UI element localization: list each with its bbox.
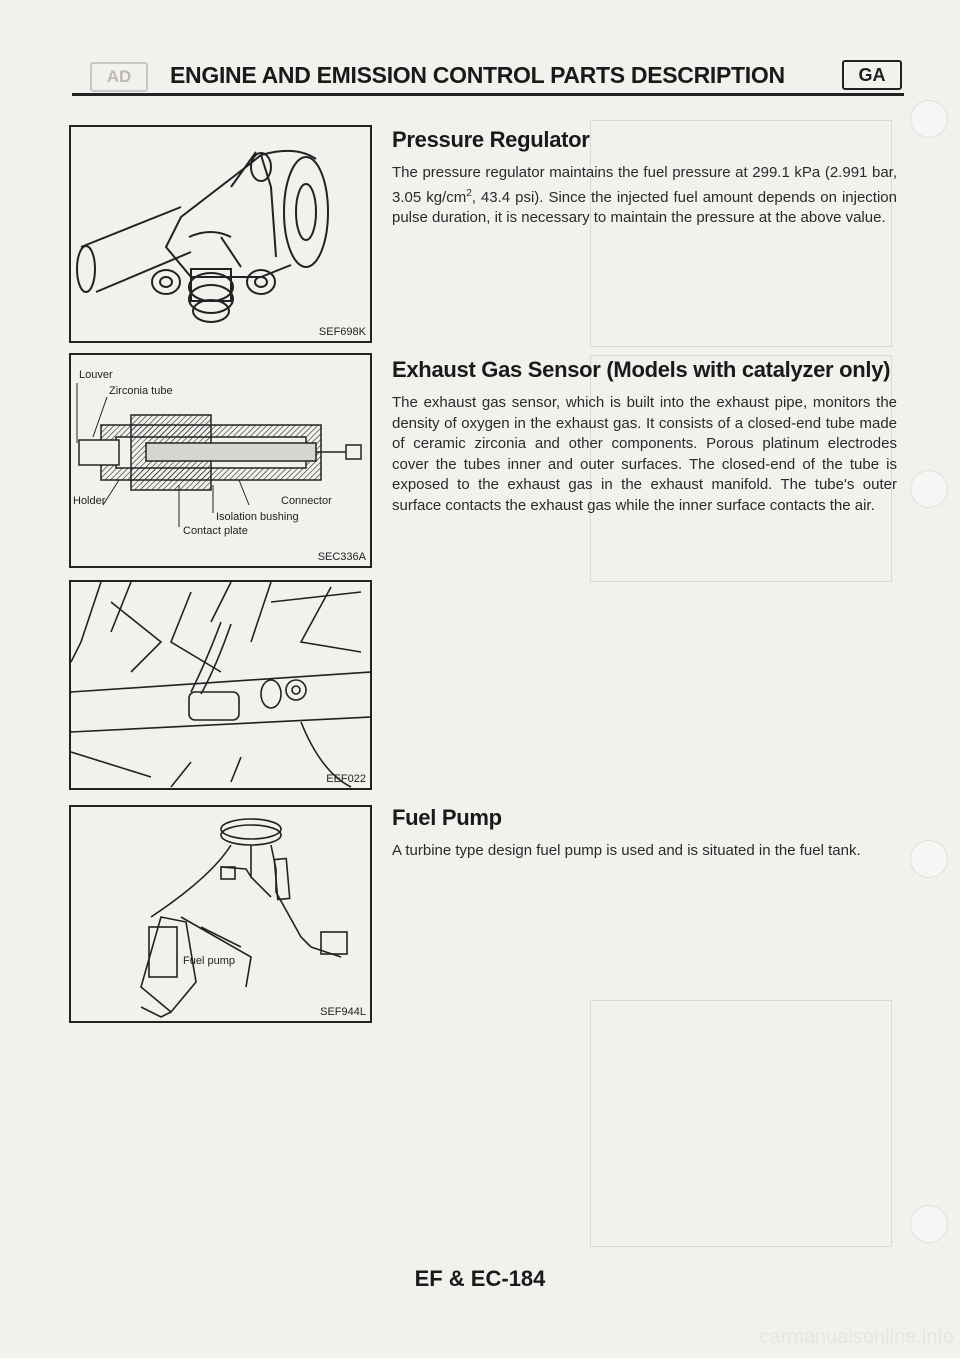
pressure-regulator-illustration [71, 127, 372, 343]
page-number: EF & EC-184 [414, 1266, 546, 1291]
label-connector: Connector [281, 495, 332, 507]
label-isolation-bushing: Isolation bushing [216, 511, 299, 523]
label-fuel-pump: Fuel pump [183, 955, 235, 967]
punch-hole-1 [910, 100, 948, 138]
heading-pressure-regulator: Pressure Regulator [392, 127, 590, 152]
figure-fuel-pump [69, 805, 372, 1023]
punch-hole-4 [910, 1205, 948, 1243]
section-tab-left: AD [90, 62, 148, 92]
heading-fuel-pump: Fuel Pump [392, 805, 502, 830]
ghost-frame-bottom [590, 1000, 892, 1247]
figure-code: SEF944L [320, 1006, 366, 1018]
fuel-pump-illustration [71, 807, 372, 1023]
figure-sensor-location [69, 580, 372, 790]
figure-pressure-regulator [69, 125, 372, 343]
sensor-location-illustration [71, 582, 372, 790]
body-fuel-pump: A turbine type design fuel pump is used and is situated in the fuel tank. [392, 842, 861, 859]
section-pressure-regulator [392, 125, 897, 229]
watermark: carmanualsonline.info [759, 1326, 954, 1348]
header-rule [72, 93, 904, 96]
page-header [70, 58, 905, 98]
body-exhaust-gas-sensor: The exhaust gas sensor, which is built into the exhaust pipe, monitors the density of oxygen in the exhaust gas. It consists of a closed-end tube made of ceramic zirconia and other components. Porous platinum electrodes cover the tubes inner and outer surfaces. The closed-end of the tube is exposed to the exhaust gas in the exhaust manifold. The tube's outer surface contacts the exhaust gas while the inner surface contacts the air. [392, 394, 897, 514]
figure-code: SEC336A [317, 551, 366, 563]
heading-exhaust-gas-sensor: Exhaust Gas Sensor (Models with catalyzer only) [392, 357, 891, 382]
punch-hole-3 [910, 840, 948, 878]
section-exhaust-gas-sensor [392, 355, 897, 516]
page-title: ENGINE AND EMISSION CONTROL PARTS DESCRIPTION [170, 62, 785, 88]
label-contact-plate: Contact plate [183, 525, 248, 537]
figure-code: EEF022 [326, 773, 366, 785]
section-fuel-pump [392, 803, 897, 862]
label-louver: Louver [79, 369, 113, 381]
punch-hole-2 [910, 470, 948, 508]
figure-exhaust-gas-sensor [69, 353, 372, 568]
label-zirconia-tube: Zirconia tube [109, 385, 173, 397]
body-pressure-regulator: The pressure regulator maintains the fuel pressure at 299.1 kPa (2.991 bar, 3.05 $kg/cm^2$, 43.4 psi). Since the injected fuel amount depends on injection pulse duration, it is necessary to maintain the pressure at the above value. [392, 164, 897, 226]
section-tab-right: GA [842, 60, 902, 90]
figure-code: SEF698K [318, 326, 366, 338]
label-holder: Holder [73, 495, 106, 507]
